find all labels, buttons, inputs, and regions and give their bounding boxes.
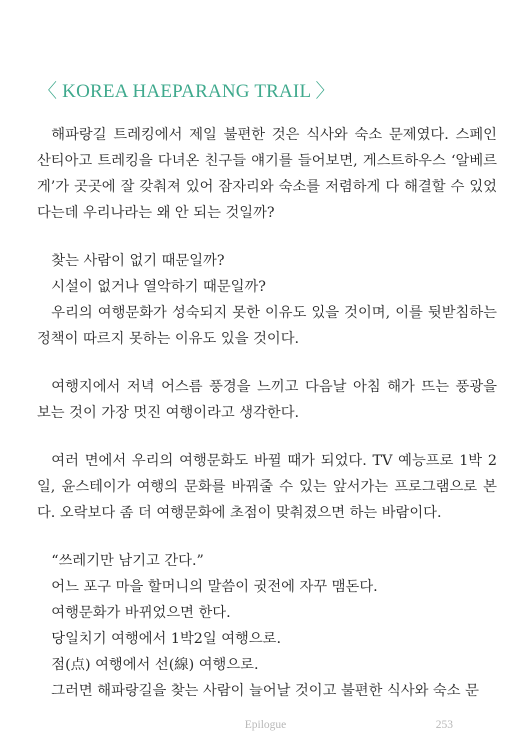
text-line: 찾는 사람이 없기 때문일까? bbox=[51, 253, 225, 269]
paragraph bbox=[37, 122, 497, 226]
paragraph bbox=[37, 248, 497, 352]
footer-section-label: Epilogue bbox=[244, 719, 287, 731]
paragraph bbox=[37, 548, 497, 704]
text-line: 해파랑길 트레킹에서 제일 불편한 것은 식사와 숙소 문제였다. 스페인 산티아고 트레킹을 다녀온 친구들 얘기를 들어보면, 게스트하우스 ‘알베르게’가 곳곳에 잘 갖춰져 있어 잠자리와 숙소를 저렴하게 다 해결할 수 있었다는데 우리나라는 왜 안 되는 것일까? bbox=[37, 127, 497, 221]
text-line: 당일치기 여행에서 1박2일 여행으로. bbox=[51, 631, 282, 647]
body-text bbox=[37, 122, 497, 726]
text-line: 점(点) 여행에서 선(線) 여행으로. bbox=[51, 657, 259, 673]
text-line: “쓰레기만 남기고 간다.” bbox=[51, 553, 204, 569]
text-line: 여행문화가 바뀌었으면 한다. bbox=[51, 605, 231, 621]
text-line: 여러 면에서 우리의 여행문화도 바뀔 때가 되었다. TV 예능프로 1박 2일, 윤스테이가 여행의 문화를 바꿔줄 수 있는 앞서가는 프로그램으로 본다. 오락보다 좀 더 여행문화에 초점이 맞춰졌으면 하는 바람이다. bbox=[37, 453, 497, 521]
text-line: 어느 포구 마을 할머니의 말씀이 귓전에 자꾸 맴돈다. bbox=[51, 579, 378, 595]
text-line: 여행지에서 저녁 어스름 풍경을 느끼고 다음날 아침 해가 뜨는 풍광을 보는 것이 가장 멋진 여행이라고 생각한다. bbox=[37, 379, 497, 421]
text-line: 그러면 해파랑길을 찾는 사람이 늘어날 것이고 불편한 식사와 숙소 문 bbox=[51, 683, 479, 699]
text-line: 우리의 여행문화가 성숙되지 못한 이유도 있을 것이며, 이를 뒷받침하는 정책이 따르지 못하는 이유도 있을 것이다. bbox=[37, 305, 497, 347]
paragraph bbox=[37, 374, 497, 426]
paragraph bbox=[37, 448, 497, 526]
text-line: 시설이 없거나 열악하기 때문일까? bbox=[51, 279, 266, 295]
page-number: 253 bbox=[435, 719, 453, 731]
chapter-title: 〈 KOREA HAEPARANG TRAIL 〉 bbox=[38, 81, 335, 102]
